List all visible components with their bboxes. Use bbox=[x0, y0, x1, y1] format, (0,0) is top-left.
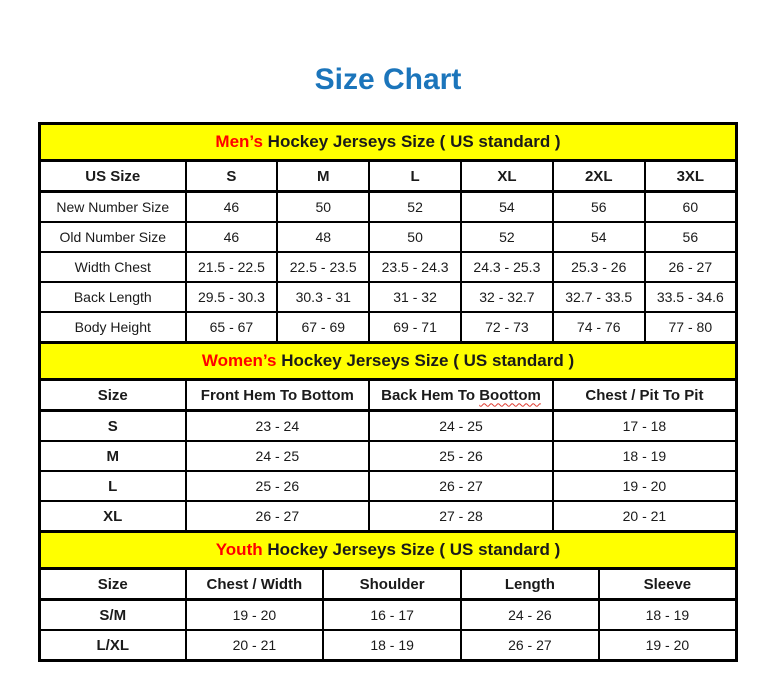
women-table-cell: 25 - 26 bbox=[186, 471, 370, 501]
men-table-cell: 50 bbox=[277, 192, 369, 223]
youth-band-highlight: Youth bbox=[215, 540, 263, 559]
men-table-cell: 30.3 - 31 bbox=[277, 282, 369, 312]
men-table-cell: 32.7 - 33.5 bbox=[553, 282, 645, 312]
men-row-label: New Number Size bbox=[40, 192, 186, 223]
men-column-header: US Size bbox=[40, 161, 186, 192]
youth-column-header: Length bbox=[461, 569, 599, 600]
women-table-cell: 17 - 18 bbox=[553, 411, 737, 442]
youth-row-label: S/M bbox=[40, 600, 186, 631]
men-table-cell: 22.5 - 23.5 bbox=[277, 252, 369, 282]
men-table-cell: 54 bbox=[553, 222, 645, 252]
men-column-header: S bbox=[186, 161, 278, 192]
women-band-text: Hockey Jerseys Size ( US standard ) bbox=[276, 351, 575, 370]
men-table-cell: 67 - 69 bbox=[277, 312, 369, 343]
youth-table-cell: 24 - 26 bbox=[461, 600, 599, 631]
men-table-cell: 69 - 71 bbox=[369, 312, 461, 343]
men-column-header: 2XL bbox=[553, 161, 645, 192]
women-table-cell: 26 - 27 bbox=[369, 471, 553, 501]
page-title: Size Chart bbox=[314, 63, 462, 96]
women-column-header: Size bbox=[40, 380, 186, 411]
men-table-cell: 52 bbox=[461, 222, 553, 252]
men-column-header: L bbox=[369, 161, 461, 192]
youth-table-cell: 26 - 27 bbox=[461, 630, 599, 661]
men-row-label: Width Chest bbox=[40, 252, 186, 282]
women-table-row bbox=[40, 471, 737, 501]
youth-column-header: Size bbox=[40, 569, 186, 600]
men-table-cell: 52 bbox=[369, 192, 461, 223]
men-table-cell: 72 - 73 bbox=[461, 312, 553, 343]
men-table-cell: 46 bbox=[186, 222, 278, 252]
youth-band-text: Hockey Jerseys Size ( US standard ) bbox=[262, 540, 561, 559]
women-row-label: XL bbox=[40, 501, 186, 532]
youth-table-row bbox=[40, 600, 737, 631]
men-table-cell: 25.3 - 26 bbox=[553, 252, 645, 282]
men-section-band bbox=[40, 124, 737, 161]
men-table-cell: 65 - 67 bbox=[186, 312, 278, 343]
youth-table-cell: 19 - 20 bbox=[599, 630, 737, 661]
women-table-cell: 25 - 26 bbox=[369, 441, 553, 471]
men-table-cell: 26 - 27 bbox=[645, 252, 737, 282]
men-table-cell: 21.5 - 22.5 bbox=[186, 252, 278, 282]
men-table-cell: 60 bbox=[645, 192, 737, 223]
men-table-cell: 29.5 - 30.3 bbox=[186, 282, 278, 312]
women-band-highlight: Women’s bbox=[201, 351, 277, 370]
youth-table-cell: 18 - 19 bbox=[599, 600, 737, 631]
men-table-cell: 32 - 32.7 bbox=[461, 282, 553, 312]
men-table-cell: 24.3 - 25.3 bbox=[461, 252, 553, 282]
women-column-header: Chest / Pit To Pit bbox=[553, 380, 737, 411]
men-table-row bbox=[40, 192, 737, 223]
men-table-cell: 48 bbox=[277, 222, 369, 252]
youth-table-cell: 20 - 21 bbox=[186, 630, 324, 661]
men-row-label: Body Height bbox=[40, 312, 186, 343]
youth-section-band bbox=[40, 532, 737, 569]
youth-table-cell: 16 - 17 bbox=[323, 600, 461, 631]
men-table-cell: 54 bbox=[461, 192, 553, 223]
women-column-header: Front Hem To Bottom bbox=[186, 380, 370, 411]
youth-table-cell: 18 - 19 bbox=[323, 630, 461, 661]
women-table-cell: 24 - 25 bbox=[369, 411, 553, 442]
women-table-cell: 23 - 24 bbox=[186, 411, 370, 442]
women-table-row bbox=[40, 411, 737, 442]
women-table-cell: 20 - 21 bbox=[553, 501, 737, 532]
men-column-header: M bbox=[277, 161, 369, 192]
women-table-row bbox=[40, 441, 737, 471]
men-table-cell: 56 bbox=[645, 222, 737, 252]
men-column-header: 3XL bbox=[645, 161, 737, 192]
men-table-cell: 31 - 32 bbox=[369, 282, 461, 312]
men-column-header: XL bbox=[461, 161, 553, 192]
men-table-cell: 23.5 - 24.3 bbox=[369, 252, 461, 282]
youth-table-cell: 19 - 20 bbox=[186, 600, 324, 631]
women-table-row bbox=[40, 501, 737, 532]
women-row-label: S bbox=[40, 411, 186, 442]
men-table-row bbox=[40, 222, 737, 252]
men-table-row bbox=[40, 312, 737, 343]
men-band-highlight: Men’s bbox=[215, 132, 263, 151]
women-section-band bbox=[40, 343, 737, 380]
youth-column-header: Shoulder bbox=[323, 569, 461, 600]
youth-column-header: Sleeve bbox=[599, 569, 737, 600]
men-table-cell: 74 - 76 bbox=[553, 312, 645, 343]
youth-column-header: Chest / Width bbox=[186, 569, 324, 600]
size-chart-tables bbox=[38, 122, 738, 662]
men-table-row bbox=[40, 252, 737, 282]
youth-table-row bbox=[40, 630, 737, 661]
men-table-cell: 33.5 - 34.6 bbox=[645, 282, 737, 312]
men-table-row bbox=[40, 282, 737, 312]
women-table-cell: 19 - 20 bbox=[553, 471, 737, 501]
men-band-text: Hockey Jerseys Size ( US standard ) bbox=[262, 132, 561, 151]
women-row-label: M bbox=[40, 441, 186, 471]
youth-row-label: L/XL bbox=[40, 630, 186, 661]
women-table-cell: 18 - 19 bbox=[553, 441, 737, 471]
mens-size-table bbox=[38, 122, 738, 344]
men-row-label: Back Length bbox=[40, 282, 186, 312]
youth-size-table bbox=[38, 530, 738, 662]
men-table-cell: 50 bbox=[369, 222, 461, 252]
women-table-cell: 27 - 28 bbox=[369, 501, 553, 532]
misspelled-word: Boottom bbox=[479, 386, 541, 404]
men-row-label: Old Number Size bbox=[40, 222, 186, 252]
women-column-header: Back Hem To Boottom bbox=[369, 380, 553, 411]
womens-size-table bbox=[38, 341, 738, 533]
women-table-cell: 24 - 25 bbox=[186, 441, 370, 471]
men-table-cell: 56 bbox=[553, 192, 645, 223]
men-table-cell: 46 bbox=[186, 192, 278, 223]
men-table-cell: 77 - 80 bbox=[645, 312, 737, 343]
women-table-cell: 26 - 27 bbox=[186, 501, 370, 532]
women-row-label: L bbox=[40, 471, 186, 501]
